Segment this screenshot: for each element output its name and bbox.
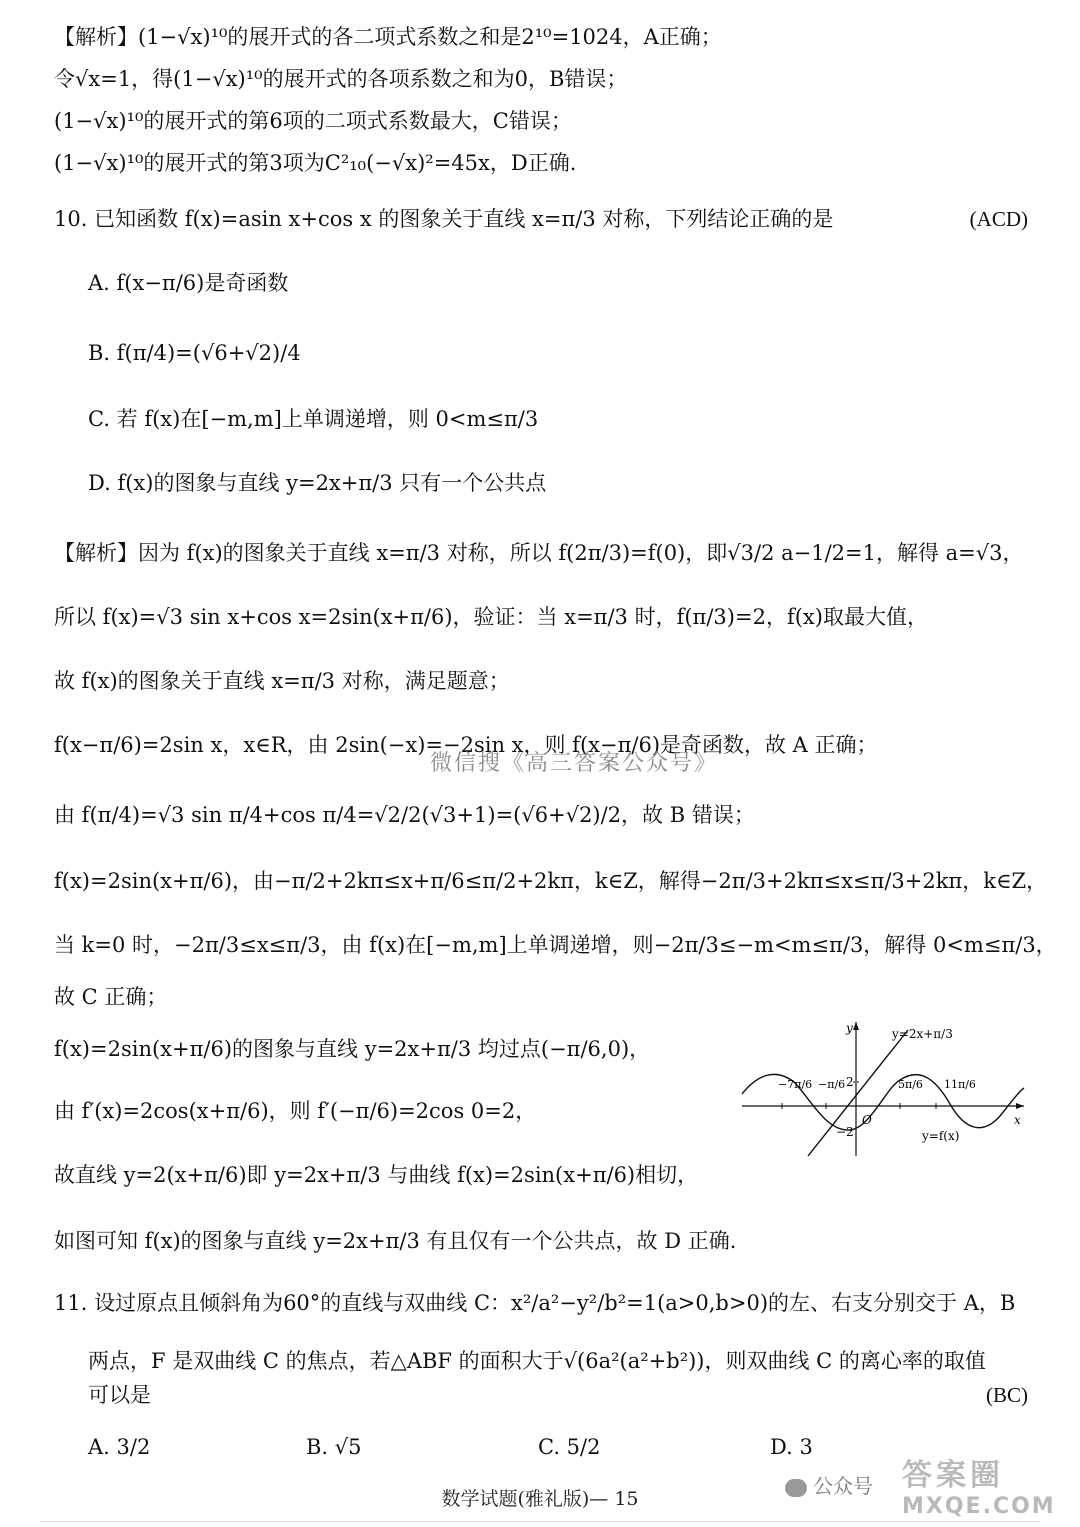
- question-10-answer: (ACD): [969, 207, 1028, 231]
- q10-option-d: D. f(x)的图象与直线 y=2x+π/3 只有一个公共点: [88, 471, 547, 495]
- q10-analysis-line-7: 当 k=0 时，−2π/3≤x≤π/3，由 f(x)在[−m,m]上单调递增，则−2π/3≤−m<m≤π/3，解得 0<m≤π/3，: [54, 933, 1057, 957]
- q10-analysis-line-3: 故 f(x)的图象关于直线 x=π/3 对称，满足题意；: [54, 669, 510, 693]
- line-label: y=2x+π/3: [892, 1027, 953, 1041]
- tick-11pi-6: 11π/6: [944, 1078, 976, 1091]
- y-axis-label: y: [846, 1021, 853, 1035]
- tick-neg-2: −2: [836, 1125, 854, 1139]
- wechat-icon: [785, 1479, 807, 1497]
- bottom-divider: [40, 1521, 1040, 1522]
- tick-2: 2: [846, 1075, 854, 1089]
- question-11-answer: (BC): [986, 1383, 1028, 1407]
- curve-label: y=f(x): [922, 1129, 960, 1143]
- q10-analysis-line-5: 由 f(π/4)=√3 sin π/4+cos π/4=√2/2(√3+1)=(√6+√2)/2，故 B 错误；: [54, 803, 755, 827]
- q10-analysis-line-8: 故 C 正确；: [54, 985, 168, 1009]
- watermark-text: 微信搜《高三答案公众号》: [430, 751, 719, 776]
- q10-analysis-line-10: 由 f′(x)=2cos(x+π/6)，则 f′(−π/6)=2cos 0=2，: [54, 1099, 537, 1123]
- q10-analysis-line-9: f(x)=2sin(x+π/6)的图象与直线 y=2x+π/3 均过点(−π/6,0)，: [54, 1037, 651, 1061]
- origin-label: O: [862, 1113, 872, 1127]
- question-11-stem-end: 可以是: [88, 1383, 151, 1407]
- page-footer: 数学试题(雅礼版)— 15: [441, 1488, 639, 1510]
- q10-analysis-line-11: 故直线 y=2(x+π/6)即 y=2x+π/3 与曲线 f(x)=2sin(x+π/6)相切，: [54, 1163, 699, 1187]
- q11-option-a: A. 3/2: [88, 1435, 151, 1459]
- analysis-line-2: 令√x=1，得(1−√x)¹⁰的展开式的各项系数之和为0，B错误；: [54, 67, 628, 91]
- q10-option-b: B. f(π/4)=(√6+√2)/4: [88, 341, 301, 365]
- x-axis-arrow-icon: [1016, 1103, 1024, 1109]
- wechat-label: 公众号: [813, 1474, 873, 1498]
- logo-top-text: 答案圈: [902, 1458, 1004, 1493]
- q10-analysis-line-6: f(x)=2sin(x+π/6)，由−π/2+2kπ≤x+π/6≤π/2+2kπ，k∈Z，解得−2π/3+2kπ≤x≤π/3+2kπ，k∈Z，: [54, 869, 1048, 893]
- question-11-stem-cont: 两点，F 是双曲线 C 的焦点，若△ABF 的面积大于√(6a²(a²+b²))，则双曲线 C 的离心率的取值: [88, 1349, 986, 1373]
- q10-analysis-line-2: 所以 f(x)=√3 sin x+cos x=2sin(x+π/6)，验证：当 x=π/3 时，f(π/3)=2，f(x)取最大值，: [54, 605, 928, 629]
- site-logo: [902, 1450, 1062, 1520]
- logo-bottom-text: MXQE.COM: [902, 1494, 1056, 1519]
- y-axis-arrow-icon: [853, 1022, 859, 1030]
- q11-option-d: D. 3: [770, 1435, 813, 1459]
- q10-analysis-line-4: f(x−π/6)=2sin x，x∈R，由 2sin(−x)=−2sin x，则 f(x−π/6)是奇函数，故 A 正确；: [54, 733, 878, 757]
- analysis-line-4: (1−√x)¹⁰的展开式的第3项为C²₁₀(−√x)²=45x，D正确.: [54, 151, 577, 175]
- tick-5pi-6: 5π/6: [898, 1078, 923, 1091]
- q10-analysis-line-12: 如图可知 f(x)的图象与直线 y=2x+π/3 有且仅有一个公共点，故 D 正确.: [54, 1229, 737, 1253]
- q10-option-a: A. f(x−π/6)是奇函数: [88, 271, 289, 295]
- wechat-badge: [785, 1470, 873, 1499]
- function-graph: [738, 1016, 1030, 1160]
- q10-analysis-line-1: 【解析】因为 f(x)的图象关于直线 x=π/3 对称，所以 f(2π/3)=f(0)，即√3/2 a−1/2=1，解得 a=√3，: [54, 541, 1024, 565]
- q11-option-c: C. 5/2: [538, 1435, 601, 1459]
- question-10-stem: 10. 已知函数 f(x)=asin x+cos x 的图象关于直线 x=π/3 对称，下列结论正确的是: [54, 207, 834, 231]
- x-axis-label: x: [1014, 1113, 1021, 1127]
- tick-neg-7pi-6: −7π/6: [778, 1078, 813, 1091]
- question-11-stem: 11. 设过原点且倾斜角为60°的直线与双曲线 C：x²/a²−y²/b²=1(a>0,b>0)的左、右支分别交于 A，B: [54, 1291, 1016, 1315]
- tick-neg-pi-6: −π/6: [818, 1078, 846, 1091]
- analysis-line-3: (1−√x)¹⁰的展开式的第6项的二项式系数最大，C错误；: [54, 109, 572, 133]
- q10-option-c: C. 若 f(x)在[−m,m]上单调递增，则 0<m≤π/3: [88, 407, 539, 431]
- tangent-line: [808, 1030, 908, 1156]
- q11-option-b: B. √5: [306, 1435, 362, 1459]
- analysis-line-1: 【解析】(1−√x)¹⁰的展开式的各二项式系数之和是2¹⁰=1024，A正确；: [54, 25, 722, 49]
